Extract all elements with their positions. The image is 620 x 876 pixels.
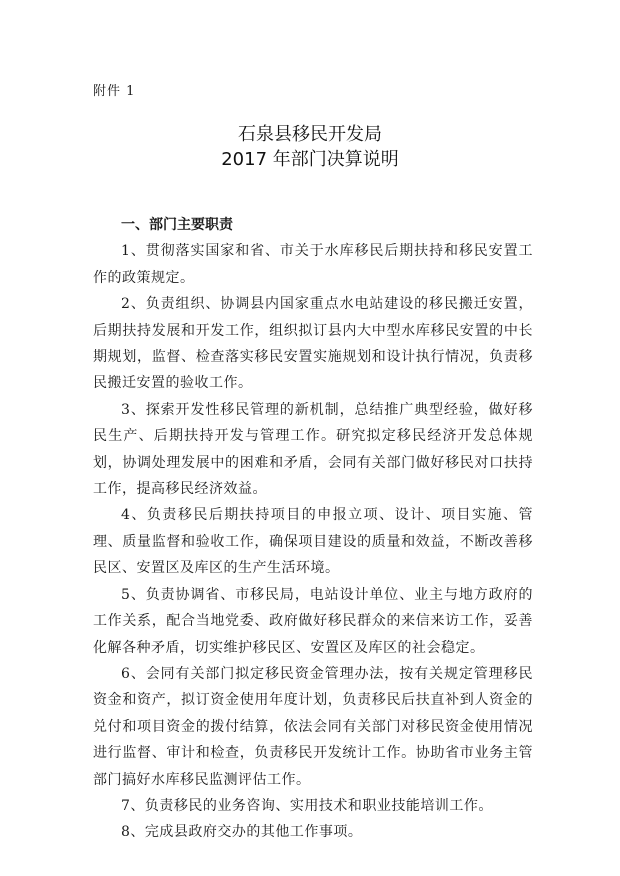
duty-paragraph-3: 3、探索开发性移民管理的新机制，总结推广典型经验，做好移民生产、后期扶持开发与管理工作。研究拟定移民经济开发总体规划，协调处理发展中的困难和矛盾，会同有关部门做好移民对口扶持工作，提高移民经济效益。	[93, 401, 533, 498]
section-heading: 一、部门主要职责	[121, 217, 233, 233]
duty-paragraph-6: 6、会同有关部门拟定移民资金管理办法，按有关规定管理移民资金和资产，拟订资金使用年度计划，负责移民后扶直补到人资金的兑付和项目资金的拨付结算，依法会同有关部门对移民资金使用情况进行监督、审计和检查，负责移民开发统计工作。协助省市业务主管部门搞好水库移民监测评估工作。	[93, 665, 533, 788]
attachment-label: 附件 1	[93, 84, 136, 99]
duty-paragraph-2: 2、负责组织、协调县内国家重点水电站建设的移民搬迁安置，后期扶持发展和开发工作，组织拟订县内大中型水库移民安置的中长期规划，监督、检查落实移民安置实施规划和设计执行情况，负责移民搬迁安置的验收工作。	[93, 296, 533, 392]
document-body	[93, 212, 533, 846]
duty-paragraph-7: 7、负责移民的业务咨询、实用技术和职业技能培训工作。	[121, 797, 493, 814]
title-organization: 石泉县移民开发局	[238, 124, 382, 145]
duty-paragraph-4: 4、负责移民后期扶持项目的申报立项、设计、项目实施、管理、质量监督和验收工作，确保项目建设的质量和效益，不断改善移民区、安置区及库区的生产生活环境。	[93, 507, 533, 577]
title-subject: 2017 年部门决算说明	[221, 149, 399, 170]
duty-paragraph-8: 8、完成县政府交办的其他工作事项。	[121, 824, 363, 841]
duty-paragraph-1: 1、贯彻落实国家和省、市关于水库移民后期扶持和移民安置工作的政策规定。	[93, 243, 533, 286]
duty-paragraph-5: 5、负责协调省、市移民局，电站设计单位、业主与地方政府的工作关系，配合当地党委、政府做好移民群众的来信来访工作，妥善化解各种矛盾，切实维护移民区、安置区及库区的社会稳定。	[93, 586, 533, 656]
document-title	[0, 122, 620, 172]
